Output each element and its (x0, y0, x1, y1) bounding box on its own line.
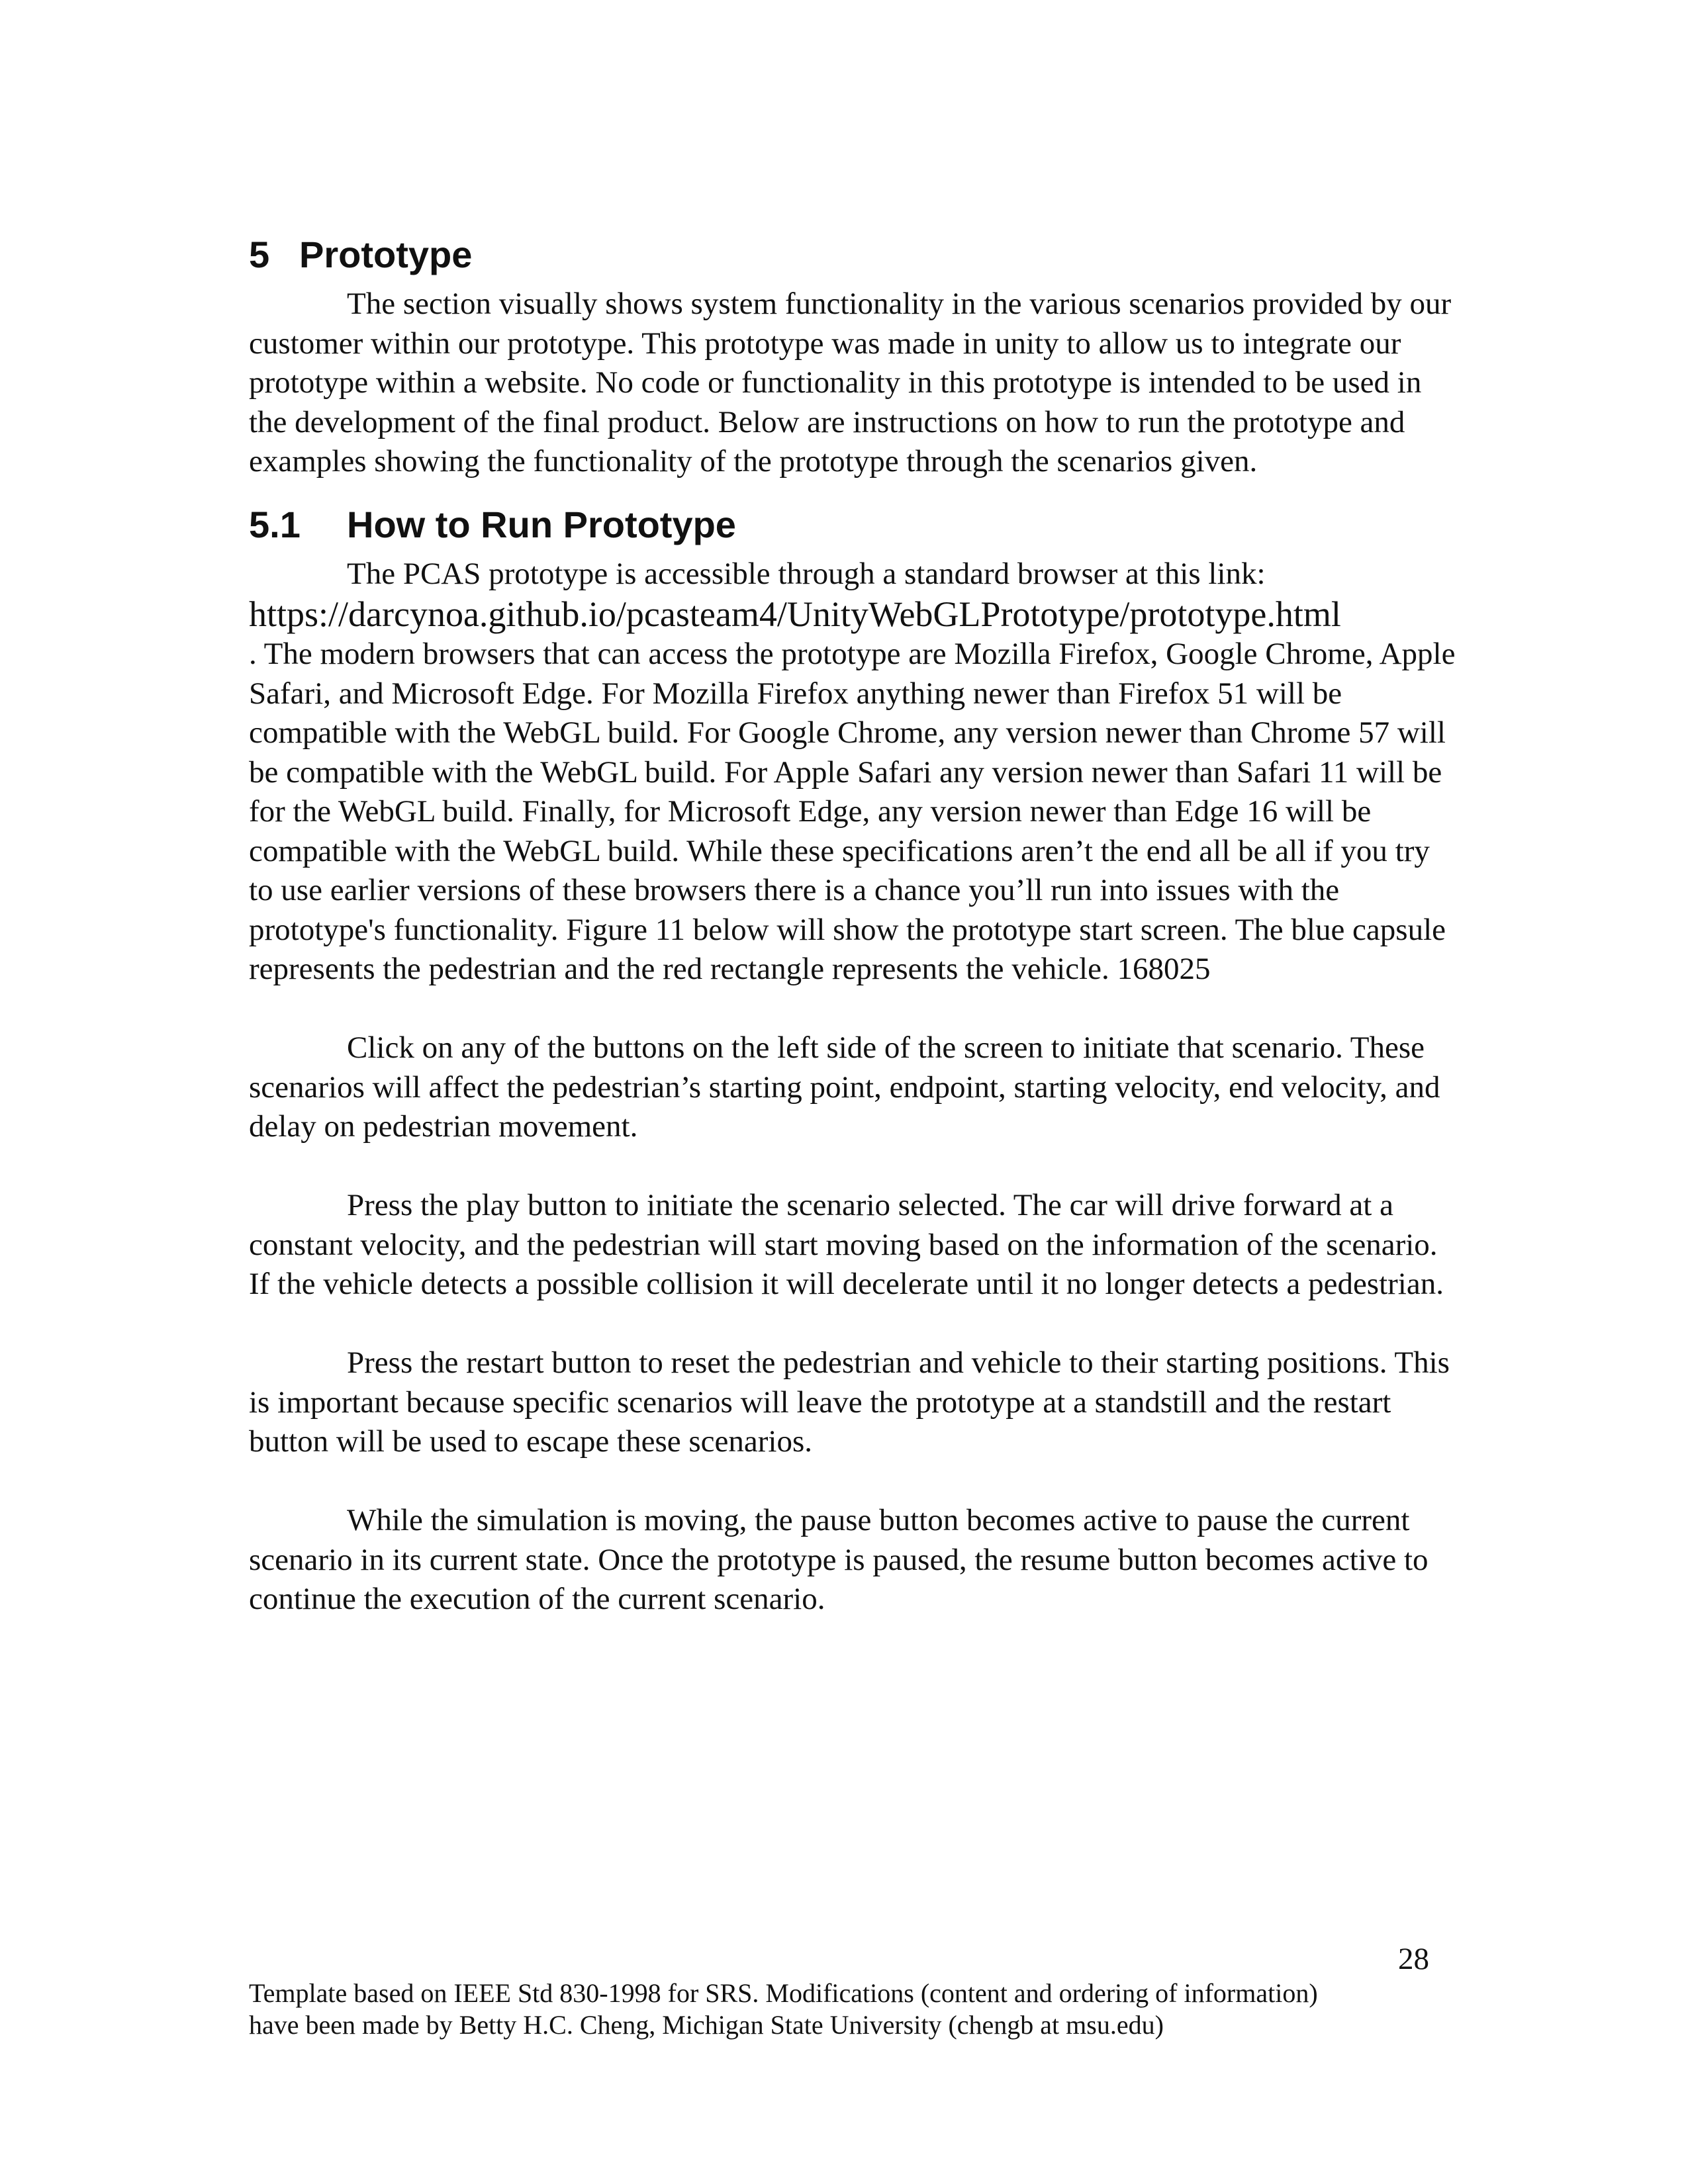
subsection-heading (249, 495, 1460, 555)
footer-line-1: Template based on IEEE Std 830-1998 for SRS. Modifications (content and ordering of information) (249, 1978, 1318, 2008)
page-body (249, 225, 1460, 1619)
page-number: 28 (1398, 1942, 1429, 1976)
subsection-number: 5.1 (249, 503, 301, 545)
section-intro-paragraph: The section visually shows system functionality in the various scenarios provided by our customer within our prototype. This prototype was made in unity to allow us to integrate our prototype within a website. No code or functionality in this prototype is intended to be used in the development of the final product. Below are instructions on how to run the prototype and examples showing the functionality of the prototype through the scenarios given. (249, 287, 1452, 478)
section-title: Prototype (299, 234, 473, 275)
browser-compatibility-paragraph: . The modern browsers that can access the prototype are Mozilla Firefox, Google Chrome, Apple Safari, and Microsoft Edge. For Mozilla Firefox anything newer than Firefox 51 will be compatible with the WebGL build. For Google Chrome, any version newer than Chrome 57 will be compatible with the WebGL build. For Apple Safari any version newer than Safari 11 will be for the WebGL build. Finally, for Microsoft Edge, any version newer than Edge 16 will be compatible with the WebGL build. While these specifications aren’t the end all be all if you try to use earlier versions of these browsers there is a chance you’ll run into issues with the prototype's functionality. Figure 11 below will show the prototype start screen. The blue capsule represents the pedestrian and the red rectangle represents the vehicle. 168025 (249, 637, 1456, 986)
restart-button-paragraph: Press the restart button to reset the pedestrian and vehicle to their starting positions. This is important because specific scenarios will leave the prototype at a standstill and the restart button will be used to escape these scenarios. (249, 1345, 1450, 1459)
footer-line-2: have been made by Betty H.C. Cheng, Michigan State University (chengb at msu.edu) (249, 2010, 1164, 2040)
pause-button-paragraph: While the simulation is moving, the pause button becomes active to pause the current scenario in its current state. Once the prototype is paused, the resume button becomes active to continue the execution of the current scenario. (249, 1503, 1429, 1616)
scenario-buttons-paragraph: Click on any of the buttons on the left side of the screen to initiate that scenario. These scenarios will affect the pedestrian’s starting point, endpoint, starting velocity, end velocity, and delay on pedestrian movement. (249, 1030, 1440, 1144)
section-number: 5 (249, 234, 270, 275)
section-heading (249, 225, 1460, 285)
subsection-title: How to Run Prototype (347, 503, 736, 545)
page-footer (249, 1978, 1507, 2041)
subsection-lead-text: The PCAS prototype is accessible through a standard browser at this link: (347, 556, 1266, 591)
prototype-link[interactable]: https://darcynoa.github.io/pcasteam4/UnityWebGLPrototype/prototype.html (249, 594, 1341, 634)
play-button-paragraph: Press the play button to initiate the scenario selected. The car will drive forward at a constant velocity, and the pedestrian will start moving based on the information of the scenario. If the vehicle detects a possible collision it will decelerate until it no longer detects a pedestrian. (249, 1188, 1444, 1301)
